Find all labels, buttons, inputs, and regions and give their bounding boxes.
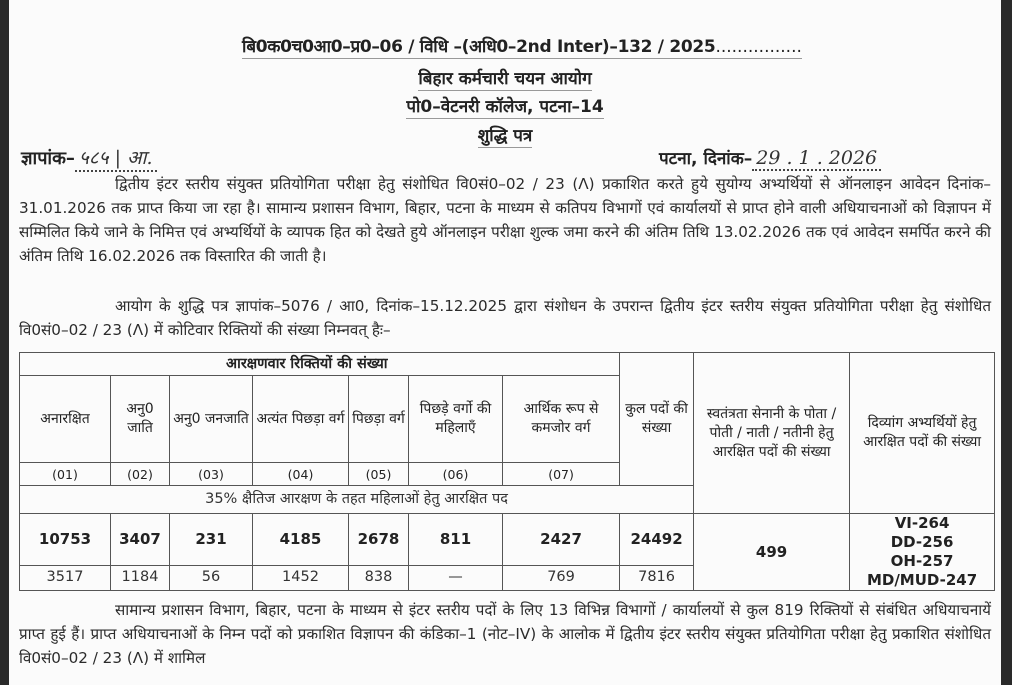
memo-number (21, 144, 157, 172)
column-number: (04) (253, 463, 349, 486)
column-header: पिछड़ा वर्ग (349, 376, 409, 463)
column-number: (05) (349, 463, 409, 486)
table-cell: 3407 (111, 514, 170, 566)
place-date-label: पटना, दिनांक– (659, 149, 753, 169)
divyang-values (850, 514, 995, 591)
place-date (659, 146, 881, 171)
divyang-oh: OH-257 (890, 552, 954, 570)
column-header: पिछड़े वर्गो की महिलाएँ (409, 376, 503, 463)
organization-name (9, 66, 1001, 89)
column-number: (01) (20, 463, 111, 486)
table-cell: 811 (409, 514, 503, 566)
paragraph-3-text: सामान्य प्रशासन विभाग, बिहार, पटना के माध्यम से इंटर स्तरीय पदों के लिए 13 विभिन्न विभागों / कार्यालयों से कुल 819 रिक्तियों से संबंधित अधियाचनायें प्राप्त हुई हैं। प्राप्त अधियाचनाओं के निम्न पदों को प्रकाशित विज्ञापन की कंडिका–1 (नोट–IV) के आलोक में द्वितीय इंटर स्तरीय संयुक्त प्रतियोगिता परीक्षा हेतु प्रकाशित संशोधित वि0सं0–02 / 23 (Λ) में शामिल (19, 601, 991, 667)
paragraph-1 (19, 172, 991, 268)
column-header: आर्थिक रूप से कमजोर वर्ग (503, 376, 620, 463)
total-cell: 7816 (620, 565, 694, 590)
column-header: अनु0 जाति (111, 376, 170, 463)
paragraph-1-text: द्वितीय इंटर स्तरीय संयुक्त प्रतियोगिता परीक्षा हेतु संशोधित वि0सं0–02 / 23 (Λ) प्रकाशित करते हुये सुयोग्य अभ्यर्थियों से ऑनलाइन आवेदन दिनांक–31.01.2026 तक प्राप्त किया जा रहा है। सामान्य प्रशासन विभाग, बिहार, पटना के माध्यम से कतिपय विभागों एवं कार्यालयों से प्राप्त होने वाली अधियाचनाओं को विज्ञापन में सम्मिलित किये जाने के निमित्त एवं अभ्यर्थियों के व्यापक हित को देखते हुये ऑनलाइन परीक्षा शुल्क जमा करने की अंतिम तिथि 13.02.2026 तक एवं आवेदन समर्पित करने की अंतिम तिथि 16.02.2026 तक विस्तारित की जाती है। (19, 175, 991, 265)
group-header: आरक्षणवार रिक्तियों की संख्या (20, 353, 620, 376)
table-cell: 4185 (253, 514, 349, 566)
divyang-dd: DD-256 (890, 533, 954, 551)
total-cell: 24492 (620, 514, 694, 566)
table-cell: 1184 (111, 565, 170, 590)
reference-dots: ................ (715, 37, 802, 57)
table-cell: 3517 (20, 565, 111, 590)
organization-name-text: बिहार कर्मचारी चयन आयोग (418, 69, 592, 89)
table-cell: 56 (170, 565, 253, 590)
freedom-fighter-header: स्वतंत्रता सेनानी के पोता / पोती / नाती / नतीनी हेतु आरक्षित पदों की संख्या (694, 353, 850, 514)
table-cell: 838 (349, 565, 409, 590)
reference-number-text: बि0क0च0आ0–प्र0–06 / विधि –(अधि0–2nd Inter)–132 / 2025 (242, 37, 716, 57)
document-title (9, 123, 1001, 146)
column-header: अनु0 जनजाति (170, 376, 253, 463)
vacancy-table (19, 352, 995, 591)
table-cell: 1452 (253, 565, 349, 590)
freedom-fighter-value: 499 (694, 514, 850, 591)
divyang-vi: VI-264 (894, 514, 950, 532)
column-header: अत्यंत पिछड़ा वर्ग (253, 376, 349, 463)
paragraph-3 (19, 598, 991, 670)
table-cell: 2427 (503, 514, 620, 566)
column-header: अनारक्षित (20, 376, 111, 463)
column-number: (06) (409, 463, 503, 486)
column-number: (07) (503, 463, 620, 486)
document-title-text: शुद्धि पत्र (477, 126, 533, 146)
table-cell: 2678 (349, 514, 409, 566)
column-number: (03) (170, 463, 253, 486)
divyang-header: दिव्यांग अभ्यर्थियों हेतु आरक्षित पदों की संख्या (850, 353, 995, 514)
divyang-md-mud: MD/MUD-247 (866, 571, 978, 589)
memo-label: ज्ञापांक– (21, 148, 75, 169)
total-header: कुल पदों की संख्या (620, 353, 694, 486)
table-cell: 231 (170, 514, 253, 566)
organization-address-text: पो0–वेटनरी कॉलेज, पटना–14 (406, 97, 604, 117)
table-row (20, 514, 995, 566)
memo-value-handwritten: ५८५ | आ. (75, 144, 157, 172)
date-value-handwritten: 29 . 1 . 2026 (752, 147, 881, 171)
women-reservation-note: 35% क्षैतिज आरक्षण के तहत महिलाओं हेतु आरक्षित पद (20, 486, 694, 514)
paragraph-2-text: आयोग के शुद्धि पत्र ज्ञापांक–5076 / आ0, दिनांक–15.12.2025 द्वारा संशोधन के उपरान्त द्वितीय इंटर स्तरीय संयुक्त प्रतियोगिता परीक्षा हेतु संशोधित वि0सं0–02 / 23 (Λ) में कोटिवार रिक्तियों की संख्या निम्नवत् हैः– (19, 297, 991, 339)
paragraph-2 (19, 294, 991, 342)
table-cell: 10753 (20, 514, 111, 566)
column-number: (02) (111, 463, 170, 486)
document-page (9, 0, 1001, 685)
table-cell: 769 (503, 565, 620, 590)
table-cell: — (409, 565, 503, 590)
organization-address (9, 94, 1001, 117)
reference-number (242, 34, 802, 57)
